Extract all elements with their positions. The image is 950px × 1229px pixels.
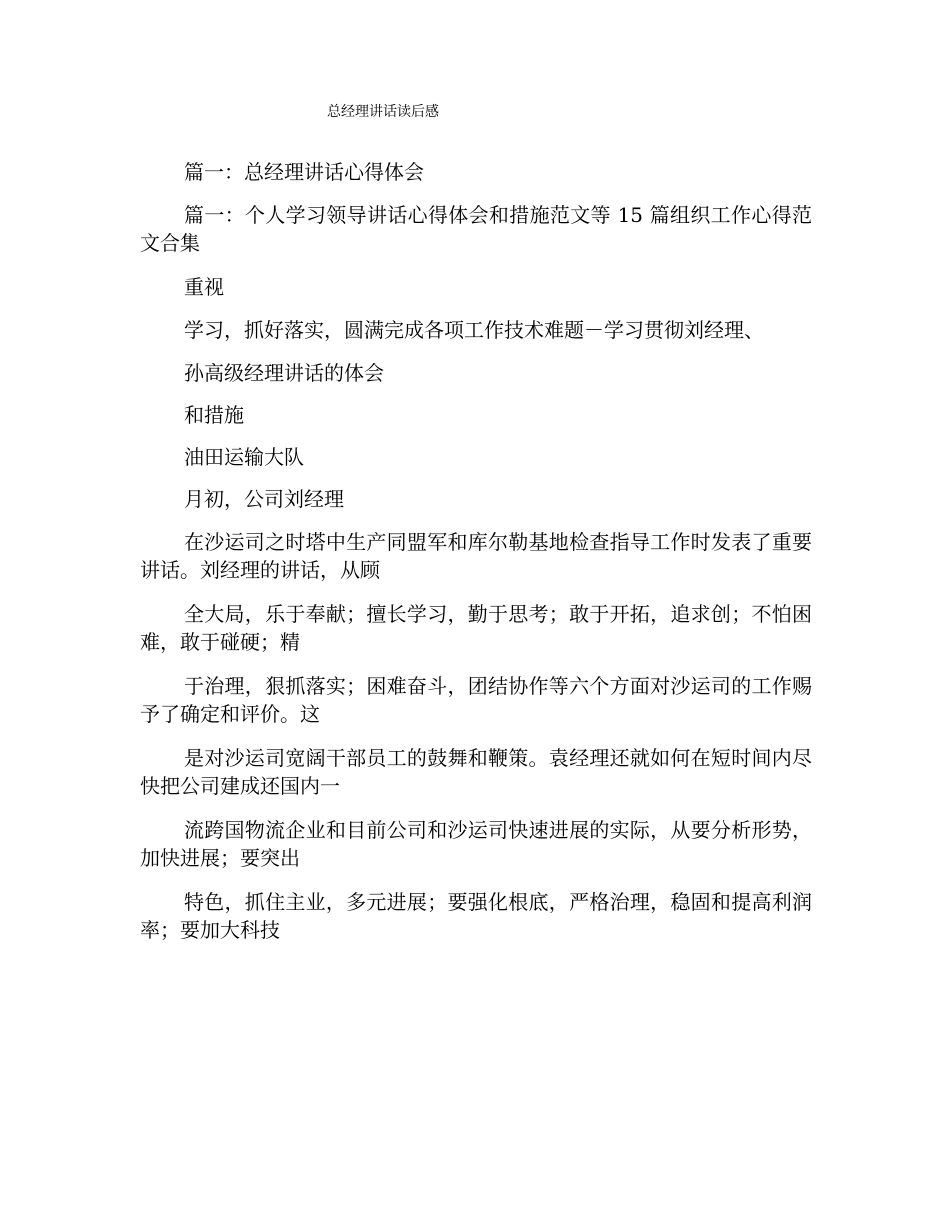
paragraph: 流跨国物流企业和目前公司和沙运司快速进展的实际，从要分析形势，加快进展；要突出 — [140, 818, 812, 870]
paragraph: 在沙运司之时塔中生产同盟军和库尔勒基地检查指导工作时发表了重要讲话。刘经理的讲话，从顾 — [140, 530, 812, 582]
paragraph: 全大局，乐于奉献；擅长学习，勤于思考；敢于开拓，追求创；不怕困难，敢于碰硬；精 — [140, 602, 812, 654]
paragraph: 是对沙运司宽阔干部员工的鼓舞和鞭策。袁经理还就如何在短时间内尽快把公司建成还国内一 — [140, 746, 812, 798]
document-title: 总经理讲话读后感 — [327, 104, 439, 120]
paragraph: 重视 — [184, 275, 224, 299]
document-body — [140, 158, 812, 944]
paragraph: 学习，抓好落实，圆满完成各项工作技术难题－学习贯彻刘经理、 — [184, 318, 764, 342]
paragraph: 孙高级经理讲话的体会 — [184, 361, 384, 385]
paragraph: 于治理，狠抓落实；困难奋斗，团结协作等六个方面对沙运司的工作赐予了确定和评价。这 — [140, 674, 812, 726]
paragraph: 特色，抓住主业，多元进展；要强化根底，严格治理，稳固和提高利润率；要加大科技 — [140, 890, 812, 942]
paragraph: 和措施 — [184, 403, 244, 427]
paragraph: 月初，公司刘经理 — [184, 487, 344, 511]
paragraph: 篇一：总经理讲话心得体会 — [184, 160, 424, 184]
paragraph: 油田运输大队 — [184, 445, 304, 469]
paragraph: 篇一：个人学习领导讲话心得体会和措施范文等 15 篇组织工作心得范文合集 — [140, 203, 812, 255]
